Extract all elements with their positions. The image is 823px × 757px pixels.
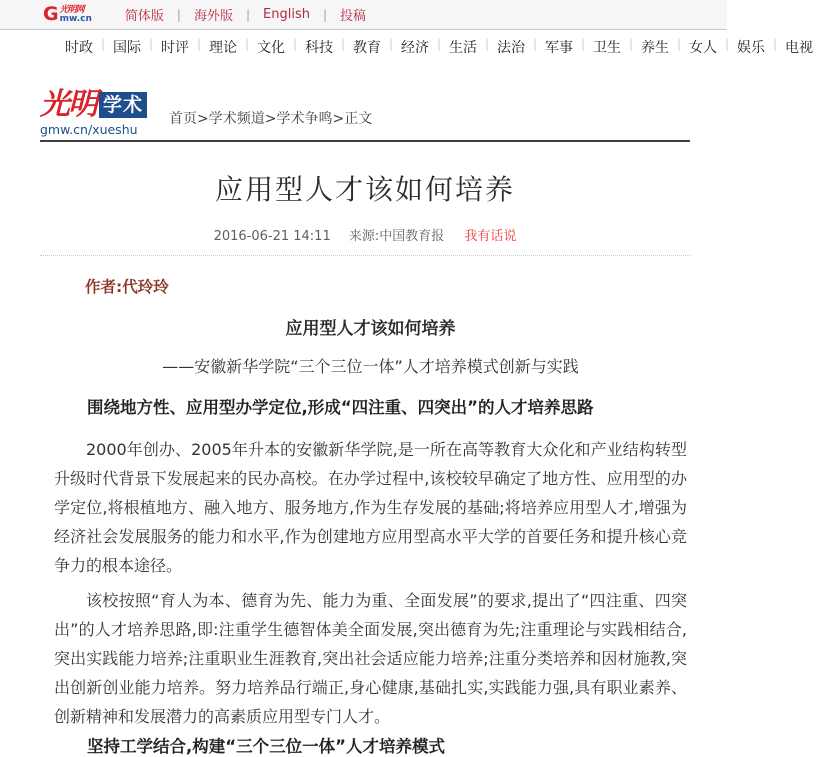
inner-subtitle: ——安徽新华学院“三个三位一体”人才培养模式创新与实践 xyxy=(162,357,579,376)
nav-item-tv[interactable]: | 电视 xyxy=(775,37,823,57)
topbar-separator: | xyxy=(322,7,328,22)
top-utility-bar xyxy=(0,0,727,30)
inner-title: 应用型人才该如何培养 xyxy=(285,319,456,339)
nav-item-technology[interactable]: | 科技 xyxy=(295,37,343,57)
paragraph-1: 2000年创办、2005年升本的安徽新华学院,是一所在高等教育大众化和产业结构转型升级时代背景下发展起来的民办高校。在办学过程中,该校较早确定了地方性、应用型的办学定位,将根植地方、融入地方、服务地方,作为生存发展的基础;将培养应用型人才,增强为经济社会发展服务的能力和水平,作为创建地方应用型高水平大学的首要任务和提升核心竞争力的根本途径。 xyxy=(54,440,687,575)
header-divider xyxy=(40,140,690,142)
channel-header xyxy=(40,89,690,137)
guangming-script-logo: 光明 xyxy=(40,87,96,122)
nav-item-international[interactable]: | 国际 xyxy=(103,37,151,57)
article-body xyxy=(54,278,687,757)
topbar-link-contribute[interactable]: 投稿 xyxy=(340,9,367,24)
nav-item-law[interactable]: | 法治 xyxy=(487,37,535,57)
xueshu-badge: 学术 xyxy=(99,92,147,118)
nav-item-health[interactable]: | 卫生 xyxy=(583,37,631,57)
topbar-link-simplified[interactable]: 简体版 xyxy=(124,9,164,24)
nav-item-entertainment[interactable]: | 娱乐 xyxy=(727,37,775,57)
topbar-separator: | xyxy=(176,7,181,22)
main-nav-bar xyxy=(0,30,813,63)
nav-item-economy[interactable]: | 经济 xyxy=(391,37,439,57)
article-meta xyxy=(40,225,690,256)
paragraph-2: 该校按照“育人为本、德育为先、能力为重、全面发展”的要求,提出了“四注重、四突出”的人才培养思路,即:注重学生德智体美全面发展,突出德育为先;注重理论与实践相结合,突出实践能力培养;注重职业生涯教育,突出社会适应能力培养;注重分类培养和因材施教,突出创新创业能力培养。努力培养品行端正,身心健康,基础扎实,实践能力强,具有职业素养、创新精神和发展潜力的高素质应用型专门人才。 xyxy=(54,591,687,726)
nav-item-women[interactable]: | 女人 xyxy=(679,37,727,57)
topbar-links xyxy=(112,5,379,24)
nav-item-military[interactable]: | 军事 xyxy=(535,37,583,57)
breadcrumb[interactable]: 首页>学术频道>学术争鸣>正文 xyxy=(169,111,373,127)
gmw-logo-domain: mw.cn xyxy=(59,13,92,24)
topbar-link-overseas[interactable]: 海外版 xyxy=(193,9,233,24)
topbar-separator: | xyxy=(245,7,251,22)
gmw-site-logo[interactable] xyxy=(43,5,92,24)
xueshu-channel-logo[interactable] xyxy=(40,89,147,137)
nav-item-theory[interactable]: | 理论 xyxy=(199,37,247,57)
main-nav-list xyxy=(55,37,823,57)
gmw-logo-site-name: 光明网 xyxy=(59,4,84,15)
nav-item-culture[interactable]: | 文化 xyxy=(247,37,295,57)
author-line: 作者:代玲玲 xyxy=(85,278,169,296)
nav-item-commentary[interactable]: | 时评 xyxy=(151,37,199,57)
section-heading-2: 坚持工学结合,构建“三个三位一体”人才培养模式 xyxy=(87,737,445,756)
channel-url: gmw.cn/xueshu xyxy=(40,122,138,137)
comment-link[interactable]: 我有话说 xyxy=(464,229,517,244)
publish-date: 2016-06-21 14:11 xyxy=(213,229,331,244)
page-title: 应用型人才该如何培养 xyxy=(214,173,515,206)
nav-item-wellness[interactable]: | 养生 xyxy=(631,37,679,57)
topbar-link-english[interactable]: English xyxy=(263,7,310,22)
source-label: 来源:中国教育报 xyxy=(348,229,445,244)
nav-item-life[interactable]: | 生活 xyxy=(439,37,487,57)
gmw-logo-g-icon: G xyxy=(43,3,59,25)
nav-item-politics[interactable]: 时政 xyxy=(65,39,93,56)
nav-item-education[interactable]: | 教育 xyxy=(343,37,391,57)
section-heading-1: 围绕地方性、应用型办学定位,形成“四注重、四突出”的人才培养思路 xyxy=(87,398,594,417)
content-column xyxy=(40,89,690,757)
